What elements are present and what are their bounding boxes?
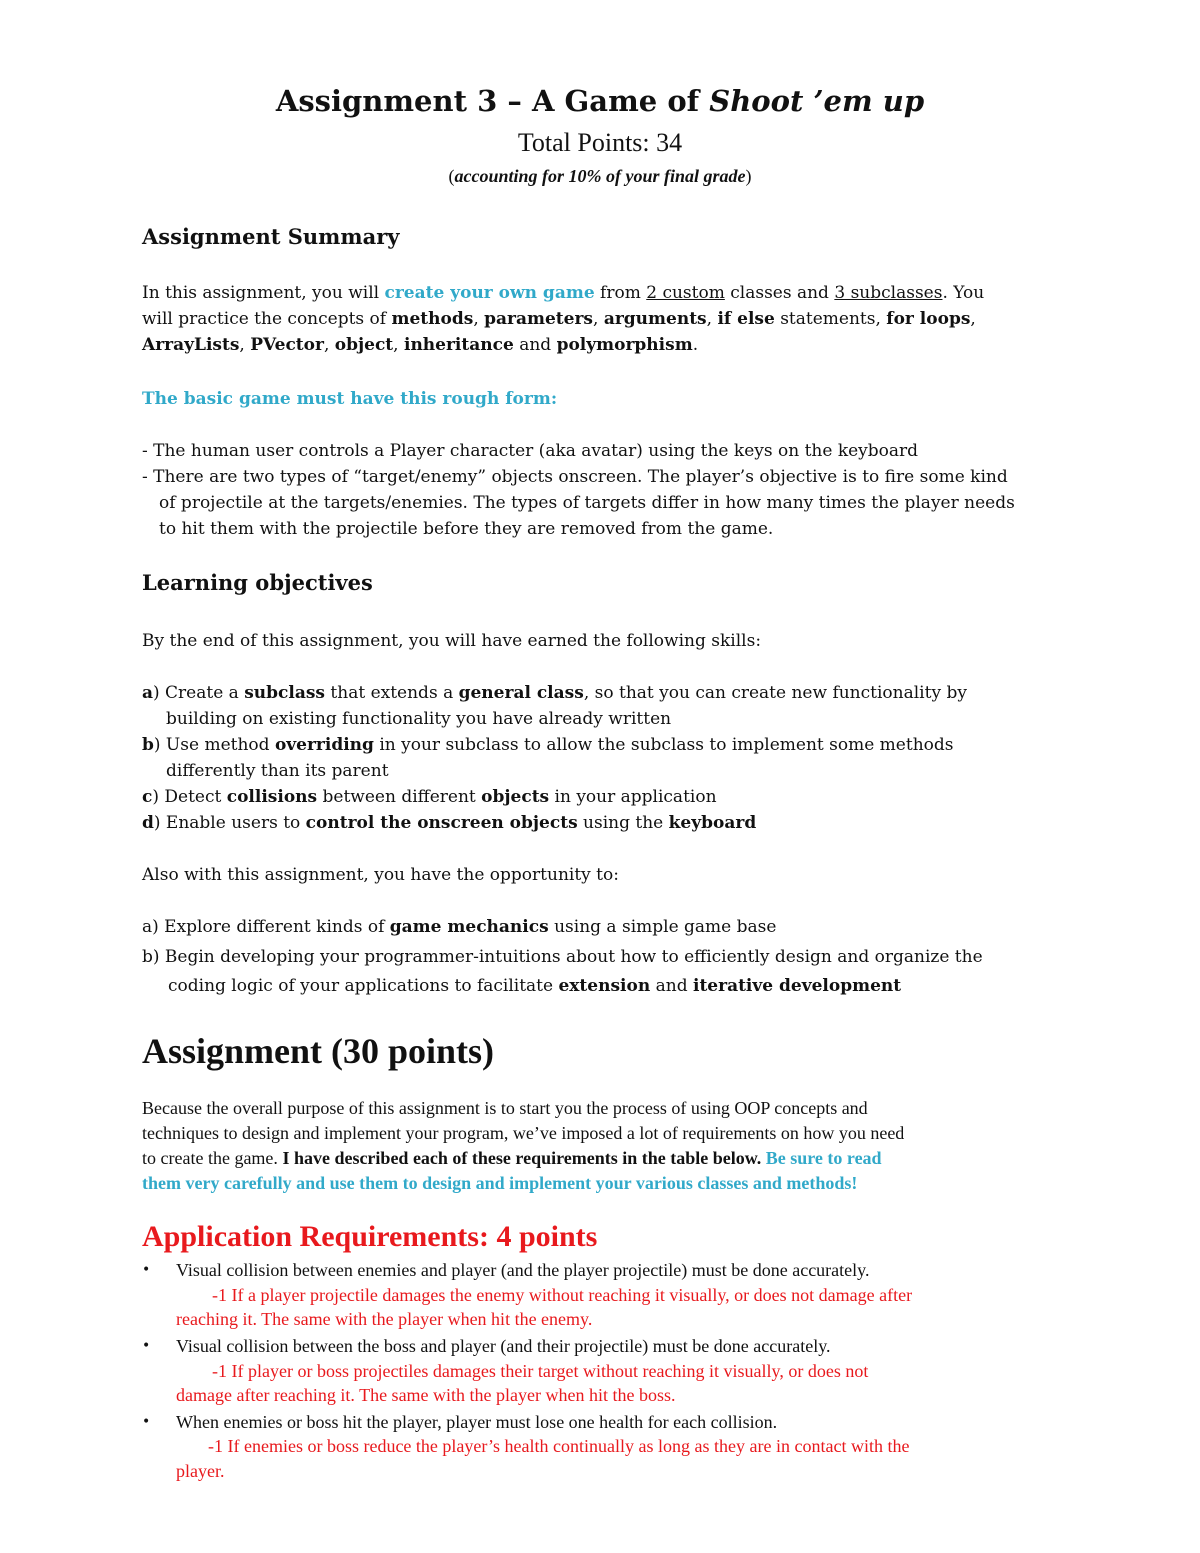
assignment-para-line-1: Because the overall purpose of this assignment is to start you the process of using OOP concepts and	[142, 1098, 868, 1118]
assignment-para-line-4: them very carefully and use them to design and implement your various classes and methods!	[142, 1173, 858, 1193]
opportunity-b: b) Begin developing your programmer-intuitions about how to efficiently design and organize the	[142, 947, 983, 967]
requirement-2-penalty: -1 If player or boss projectiles damages their target without reaching it visually, or does not	[212, 1361, 869, 1381]
assignment-para-line-3: to create the game. I have described each of these requirements in the table below. Be sure to read	[142, 1148, 882, 1168]
grade-note: (accounting for 10% of your final grade)	[448, 166, 752, 186]
game-form-item-1: - The human user controls a Player character (aka avatar) using the keys on the keyboard	[142, 441, 919, 461]
opportunity-a: a) Explore different kinds of game mechanics using a simple game base	[142, 917, 777, 937]
requirement-1-penalty-cont: reaching it. The same with the player when hit the enemy.	[176, 1309, 593, 1329]
bullet-1: •	[142, 1262, 151, 1278]
also-intro: Also with this assignment, you have the opportunity to:	[142, 865, 619, 885]
requirements-heading: Application Requirements: 4 points	[142, 1220, 598, 1253]
bullet-3: •	[142, 1414, 151, 1430]
game-form-item-2-cont: to hit them with the projectile before they are removed from the game.	[159, 519, 774, 539]
game-form-item-2-cont: of projectile at the targets/enemies. The types of targets differ in how many times the player needs	[159, 493, 1015, 513]
learning-heading: Learning objectives	[142, 570, 373, 595]
total-points: Total Points: 34	[517, 128, 683, 157]
requirement-1: Visual collision between enemies and player (and the player projectile) must be done accurately.	[176, 1260, 870, 1280]
skill-b: b) Use method overriding in your subclass to allow the subclass to implement some methods	[142, 735, 954, 755]
skill-d: d) Enable users to control the onscreen objects using the keyboard	[142, 813, 757, 833]
summary-line-3: ArrayLists, PVector, object, inheritance and polymorphism.	[142, 335, 699, 355]
bullet-2: •	[142, 1338, 151, 1354]
requirement-3-penalty: -1 If enemies or boss reduce the player’s health continually as long as they are in contact with the	[208, 1436, 910, 1456]
assignment-para-line-2: techniques to design and implement your program, we’ve imposed a lot of requirements on how you need	[142, 1123, 905, 1143]
summary-heading: Assignment Summary	[142, 224, 400, 249]
opportunity-b-cont: coding logic of your applications to facilitate extension and iterative development	[168, 976, 902, 996]
requirement-2: Visual collision between the boss and player (and their projectile) must be done accurately.	[176, 1336, 831, 1356]
skill-b-cont: differently than its parent	[166, 761, 389, 781]
skill-c: c) Detect collisions between different objects in your application	[142, 787, 717, 807]
requirement-2-penalty-cont: damage after reaching it. The same with the player when hit the boss.	[176, 1385, 676, 1405]
learning-intro: By the end of this assignment, you will have earned the following skills:	[142, 631, 762, 651]
skill-a-cont: building on existing functionality you have already written	[166, 709, 672, 729]
document-title: Assignment 3 – A Game of Shoot ’em up	[275, 84, 925, 118]
basic-game-heading: The basic game must have this rough form:	[142, 389, 558, 409]
summary-line-2: will practice the concepts of methods, parameters, arguments, if else statements, for loops,	[142, 309, 976, 329]
requirement-3: When enemies or boss hit the player, player must lose one health for each collision.	[176, 1412, 778, 1432]
game-form-item-2: - There are two types of “target/enemy” objects onscreen. The player’s objective is to fire some kind	[142, 467, 1008, 487]
requirement-3-penalty-cont: player.	[176, 1461, 225, 1481]
assignment-heading: Assignment (30 points)	[142, 1031, 495, 1071]
requirement-1-penalty: -1 If a player projectile damages the enemy without reaching it visually, or does not damage after	[212, 1285, 913, 1305]
skill-a: a) Create a subclass that extends a general class, so that you can create new functionality by	[142, 683, 967, 703]
summary-line-1: In this assignment, you will create your own game from 2 custom classes and 3 subclasses. You	[142, 283, 985, 303]
